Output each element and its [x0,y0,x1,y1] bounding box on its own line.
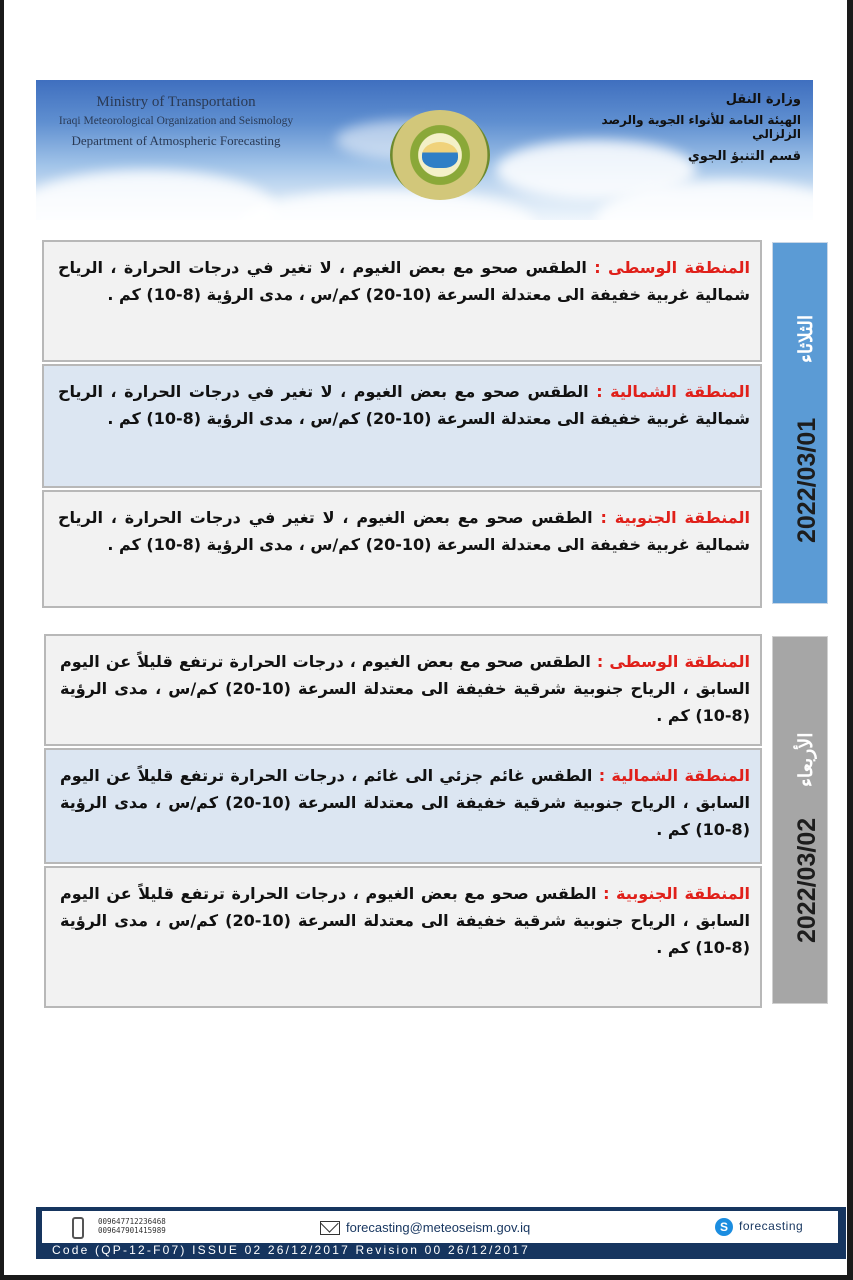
region-name: المنطقة الشمالية : [598,766,751,785]
region-forecast: الطقس صحو مع بعض الغيوم ، درجات الحرارة ترتفع قليلاً عن اليوم السابق ، الرياح جنوبية شرقية خفيفة الى معتدلة السرعة (10-20) كم/س ، مدى الرؤية (8-10) كم . [60,652,751,725]
organization-name-en: Iraqi Meteorological Organization and Seismology [58,115,294,127]
arabic-header [561,92,801,164]
mail-icon [320,1221,340,1235]
region-forecast: الطقس غائم جزئي الى غائم ، درجات الحرارة ترتفع قليلاً عن اليوم السابق ، الرياح جنوبية شرقية خفيفة الى معتدلة السرعة (10-20) كم/س ، مدى الرؤية (8-10) كم . [60,766,751,839]
region-name: المنطقة الشمالية : [596,382,751,401]
footer-contacts [42,1211,838,1243]
header-banner [36,80,813,220]
ministry-name-en: Ministry of Transportation [96,94,256,110]
region-box-south [44,866,762,1008]
email-link[interactable]: forecasting@meteoseism.gov.iq [346,1220,531,1235]
region-box-central [44,634,762,746]
skype-handle[interactable]: forecasting [739,1219,804,1233]
region-name: المنطقة الجنوبية : [600,508,751,527]
document-code: Code (QP-12-F07) ISSUE 02 26/12/2017 Revision 00 26/12/2017 [52,1243,531,1257]
skype-icon: S [715,1218,733,1236]
day-date-column [772,242,828,604]
date-label: 2022/03/01 [793,417,821,543]
english-header [46,94,306,149]
organization-name-ar: الهيئة العامة للأنواء الجوية والرصد الزلزالي [601,113,801,141]
phone-number-1: 009647712236468 [98,1217,166,1226]
phone-number-2: 009647901415989 [98,1226,166,1235]
region-box-north [44,748,762,864]
region-forecast: الطقس صحو مع بعض الغيوم ، لا تغير في درجات الحرارة ، الرياح شمالية غربية خفيفة الى معتدلة السرعة (10-20) كم/س ، مدى الرؤية (8-10) كم . [58,382,750,428]
day-date-column [772,636,828,1004]
phone-icon [72,1217,84,1239]
region-forecast: الطقس صحو مع بعض الغيوم ، لا تغير في درجات الحرارة ، الرياح شمالية غربية خفيفة الى معتدلة السرعة (10-20) كم/س ، مدى الرؤية (8-10) كم . [58,258,750,304]
organization-logo [390,110,490,200]
date-label: 2022/03/02 [793,817,821,943]
region-box-south [42,490,762,608]
logo-emblem [422,142,458,168]
weekday-label: الثلاثاء [796,314,817,363]
region-name: المنطقة الوسطى : [594,258,750,277]
phone-numbers [98,1217,166,1235]
department-name-ar: قسم التنبؤ الجوي [687,149,801,164]
footer-bar [36,1207,846,1259]
ministry-name-ar: وزارة النقل [725,92,801,107]
region-box-central [42,240,762,362]
weekday-label: الأربعاء [796,732,817,787]
department-name-en: Department of Atmospheric Forecasting [71,133,281,148]
region-name: المنطقة الجنوبية : [603,884,751,903]
region-name: المنطقة الوسطى : [596,652,751,671]
forecast-page [4,0,847,1275]
region-forecast: الطقس صحو مع بعض الغيوم ، لا تغير في درجات الحرارة ، الرياح شمالية غربية خفيفة الى معتدلة السرعة (10-20) كم/س ، مدى الرؤية (8-10) كم . [58,508,750,554]
region-forecast: الطقس صحو مع بعض الغيوم ، درجات الحرارة ترتفع قليلاً عن اليوم السابق ، الرياح جنوبية شرقية خفيفة الى معتدلة السرعة (10-20) كم/س ، مدى الرؤية (8-10) كم . [60,884,751,957]
region-box-north [42,364,762,488]
